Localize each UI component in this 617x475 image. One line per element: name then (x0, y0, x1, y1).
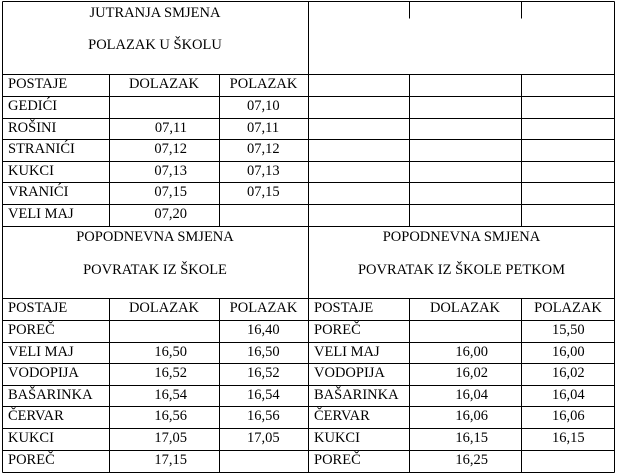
afternoon-station: VODOPIJA (8, 365, 79, 381)
morning-arrival: 07,20 (154, 206, 187, 222)
timetable-document (2, 1, 615, 473)
afternoon-arrival: 16,54 (154, 387, 187, 403)
afternoon-arrival: 16,50 (154, 344, 187, 360)
afternoon-title: POPODNEVNA SMJENA (76, 229, 234, 245)
friday-arrival: 16,15 (455, 430, 488, 446)
afternoon-departure: 16,56 (247, 408, 280, 424)
afternoon-station: KUKCI (8, 430, 54, 446)
friday-departure: 16,15 (552, 430, 585, 446)
friday-departure: 16,02 (552, 365, 585, 381)
morning-station: GEDIĆI (8, 98, 58, 114)
friday-departure: 16,00 (552, 344, 585, 360)
friday-arrival: 16,06 (455, 408, 488, 424)
morning-header-polazak: POLAZAK (229, 76, 298, 92)
friday-departure (552, 450, 612, 471)
afternoon-departure: 16,54 (247, 387, 280, 403)
afternoon-arrival: 16,56 (154, 408, 187, 424)
morning-subtitle: POLAZAK U ŠKOLU (88, 37, 222, 53)
afternoon-departure: 16,40 (247, 322, 280, 338)
friday-station: VELI MAJ (314, 344, 380, 360)
afternoon-station: ČERVAR (8, 408, 64, 424)
friday-arrival: 16,04 (455, 387, 488, 403)
friday-departure: 15,50 (552, 322, 585, 338)
morning-arrival: 07,12 (154, 141, 187, 157)
friday-arrival: 16,00 (455, 344, 488, 360)
morning-departure: 07,15 (247, 184, 280, 200)
morning-departure: 07,13 (247, 163, 280, 179)
afternoon-departure: 17,05 (247, 430, 280, 446)
friday-title: POPODNEVNA SMJENA (382, 229, 541, 245)
morning-departure: 07,10 (247, 98, 280, 114)
morning-station: KUKCI (8, 163, 54, 179)
afternoon-station: BAŠARINKA (8, 387, 93, 403)
friday-station: POREČ (314, 322, 361, 338)
morning-departure: 07,12 (247, 141, 280, 157)
morning-station: ROŠINI (8, 120, 57, 136)
friday-station: BAŠARINKA (314, 387, 399, 403)
afternoon-departure (247, 450, 307, 471)
morning-departure (247, 204, 307, 225)
afternoon-subtitle: POVRATAK IZ ŠKOLE (83, 262, 227, 278)
afternoon-station: POREČ (8, 322, 55, 338)
friday-departure: 16,06 (552, 408, 585, 424)
friday-station: POREČ (314, 452, 361, 468)
afternoon-header-polazak: POLAZAK (229, 300, 298, 316)
morning-arrival: 07,13 (154, 163, 187, 179)
morning-arrival: 07,15 (154, 184, 187, 200)
afternoon-header-dolazak: DOLAZAK (128, 300, 200, 316)
morning-station: STRANIĆI (8, 141, 75, 157)
friday-departure: 16,04 (552, 387, 585, 403)
friday-station: ČERVAR (314, 408, 370, 424)
afternoon-arrival (109, 320, 187, 341)
morning-header-dolazak: DOLAZAK (128, 76, 200, 92)
morning-arrival (109, 96, 187, 117)
friday-arrival: 16,25 (455, 452, 488, 468)
friday-station: VODOPIJA (314, 365, 385, 381)
morning-station: VELI MAJ (8, 206, 74, 222)
friday-header-postaje: POSTAJE (314, 300, 374, 316)
afternoon-station: POREČ (8, 452, 55, 468)
friday-header-polazak: POLAZAK (534, 300, 602, 316)
afternoon-arrival: 17,15 (154, 452, 187, 468)
morning-title: JUTRANJA SMJENA (89, 5, 221, 21)
friday-header-dolazak: DOLAZAK (429, 300, 501, 316)
morning-header-postaje: POSTAJE (8, 76, 68, 92)
morning-arrival: 07,11 (154, 120, 187, 136)
afternoon-arrival: 16,52 (154, 365, 187, 381)
friday-station: KUKCI (314, 430, 360, 446)
friday-arrival: 16,02 (455, 365, 488, 381)
afternoon-arrival: 17,05 (154, 430, 187, 446)
friday-subtitle: POVRATAK IZ ŠKOLE PETKOM (357, 262, 566, 278)
morning-departure: 07,11 (247, 120, 280, 136)
friday-arrival (409, 320, 488, 341)
afternoon-departure: 16,50 (247, 344, 280, 360)
afternoon-header-postaje: POSTAJE (8, 300, 68, 316)
afternoon-station: VELI MAJ (8, 344, 74, 360)
morning-station: VRANIĆI (8, 184, 69, 200)
afternoon-departure: 16,52 (247, 365, 280, 381)
